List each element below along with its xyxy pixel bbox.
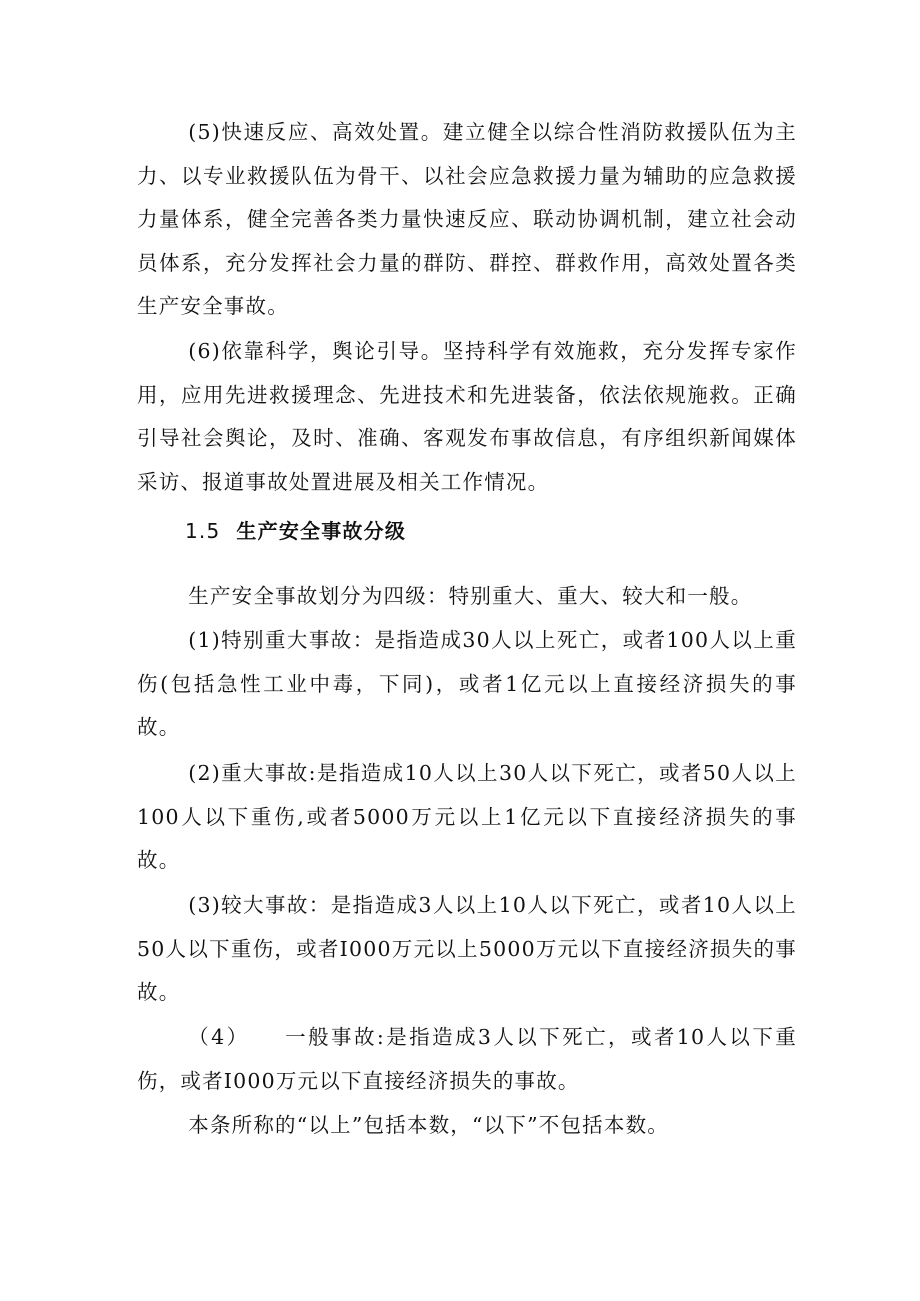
- paragraph-level-1: (1)特别重大事故：是指造成30人以上死亡，或者100人以上重伤(包括急性工业中毒，下同)，或者1亿元以上直接经济损失的事故。: [137, 628, 797, 739]
- paragraph-rapid-response: (5)快速反应、高效处置。建立健全以综合性消防救援队伍为主力、以专业救援队伍为骨干、以社会应急救援力量为辅助的应急救援力量体系，健全完善各类力量快速反应、联动协调机制，建立社会动员体系，充分发挥社会力量的群防、群控、群救作用，高效处置各类生产安全事故。: [137, 120, 797, 318]
- paragraph-science-guidance: (6)依靠科学，舆论引导。坚持科学有效施救，充分发挥专家作用，应用先进救援理念、先进技术和先进装备，依法依规施救。正确引导社会舆论，及时、准确、客观发布事故信息，有序组织新闻媒体采访、报道事故处置进展及相关工作情况。: [137, 339, 797, 494]
- paragraph-definition-note: 本条所称的“以上”包括本数，“以下”不包括本数。: [188, 1113, 669, 1137]
- paragraph-level-2: (2)重大事故:是指造成10人以上30人以下死亡，或者50人以上100人以下重伤,或者5000万元以上1亿元以下直接经济损失的事故。: [137, 761, 797, 872]
- section-heading: [185, 510, 406, 553]
- paragraph-classification-intro: 生产安全事故划分为四级：特别重大、重大、较大和一般。: [188, 584, 753, 608]
- paragraph-level-3: (3)较大事故：是指造成3人以上10人以下死亡，或者10人以上50人以下重伤，或者I000万元以上5000万元以下直接经济损失的事故。: [137, 893, 797, 1004]
- section-number: 1.5: [185, 519, 221, 543]
- section-title: 生产安全事故分级: [236, 519, 407, 543]
- paragraph-level-4: （4） 一般事故:是指造成3人以下死亡，或者10人以下重伤，或者I000万元以下直接经济损失的事故。: [137, 1025, 797, 1093]
